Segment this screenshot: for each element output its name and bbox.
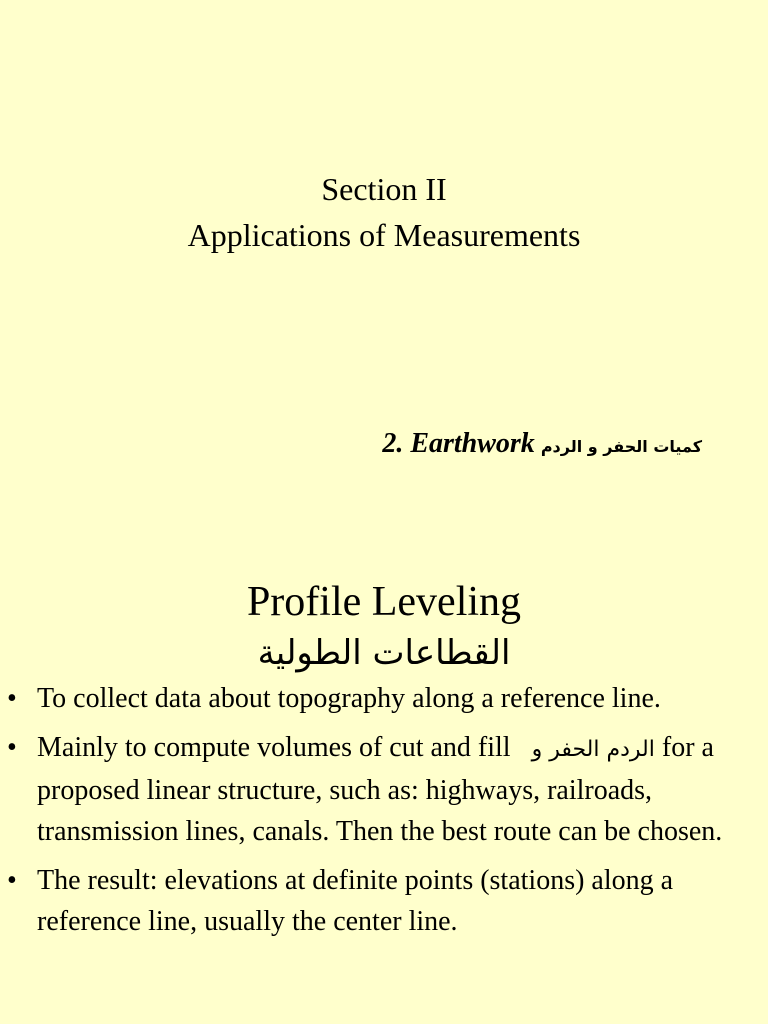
subtopic-label: 2. Earthwork <box>382 428 535 459</box>
bullet-text: for a proposed linear structure, such as: highways, railroads, transmission lines, canals. Then the best route can be chosen. <box>37 732 723 847</box>
bullet-list <box>0 678 768 950</box>
bullet-arabic-term: الحفر و <box>531 737 600 762</box>
subtopic-heading <box>382 424 702 467</box>
subtopic-arabic: كميات الحفر و الردم <box>540 437 702 456</box>
section-heading <box>0 166 768 258</box>
bullet-item <box>0 860 768 942</box>
bullet-item <box>0 678 768 719</box>
bullet-text: Mainly to compute volumes of cut and fill <box>37 732 511 763</box>
bullet-arabic-term: الردم <box>606 737 655 762</box>
bullet-item <box>0 727 768 852</box>
slide-title: Profile Leveling <box>246 579 522 625</box>
bullet-icon: • <box>7 683 17 714</box>
bullet-text: To collect data about topography along a reference line. <box>37 683 661 714</box>
bullet-text: The result: elevations at definite points (stations) along a reference line, usually the center line. <box>37 865 674 937</box>
section-title: Applications of Measurements <box>187 217 581 253</box>
bullet-icon: • <box>7 732 17 763</box>
section-number: Section II <box>321 171 447 207</box>
bullet-icon: • <box>7 865 17 896</box>
slide-title-arabic: القطاعات الطولية <box>257 633 511 673</box>
